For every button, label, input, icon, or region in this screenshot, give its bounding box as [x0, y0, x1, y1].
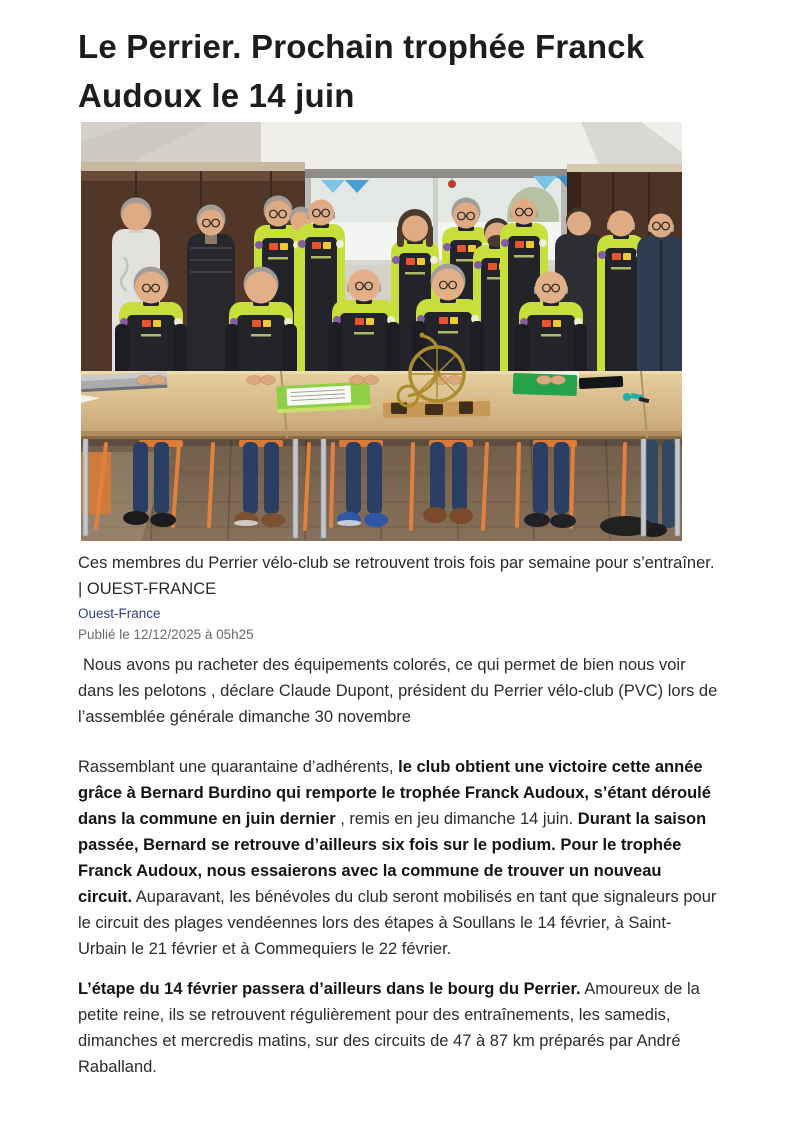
club-photo-illustration [81, 122, 682, 541]
bold-run: Durant la saison passée, Bernard se retrouve d’ailleurs six fois sur le podium. Pour le trophée Franck Audoux, nous essaierons avec la commune de trouver un nouveau circuit. [78, 810, 707, 906]
bold-run: L’étape du 14 février passera d’ailleurs dans le bourg du Perrier. [78, 980, 581, 998]
text-run: Amoureux de la petite reine, ils se retrouvent régulièrement pour des entraînements, les samedis, dimanches et mercredis matins, sur des circuits de 47 à 87 km préparés par André Raballand. [78, 980, 700, 1076]
photo-caption: Ces membres du Perrier vélo-club se retrouvent trois fois par semaine pour s’entraîner. | OUEST-FRANCE [78, 554, 715, 598]
article-photo [81, 122, 682, 541]
article-headline: Le Perrier. Prochain trophée Franck Audoux le 14 juin [78, 28, 645, 114]
text-run: , remis en jeu dimanche 14 juin. [335, 810, 578, 828]
article-paragraph-3 [78, 976, 718, 1080]
text-run: Nous avons pu racheter des équipements colorés, ce qui permet de bien nous voir dans les pelotons , déclare Claude Dupont, président du Perrier vélo-club (PVC) lors de l’assemblée générale dimanche 30 novembre [78, 656, 718, 726]
bold-run: le club obtient une victoire cette année grâce à Bernard Burdino qui remporte le trophée Franck Audoux, s’étant déroulé dans la commune en juin dernier [78, 758, 711, 828]
article-paragraph-2 [78, 754, 718, 962]
article-content [78, 0, 718, 1080]
author-link[interactable]: Ouest-France [78, 606, 161, 621]
text-run: Auparavant, les bénévoles du club seront mobilisés en tant que signaleurs pour le circuit des plages vendéennes lors des étapes à Soullans le 14 février, à Saint-Urbain le 21 février et à Commequiers le 22 février. [78, 888, 717, 958]
text-run: Rassemblant une quarantaine d’adhérents, [78, 758, 399, 776]
article-paragraph-1 [78, 652, 718, 730]
publish-date: Publié le 12/12/2025 à 05h25 [78, 627, 254, 642]
